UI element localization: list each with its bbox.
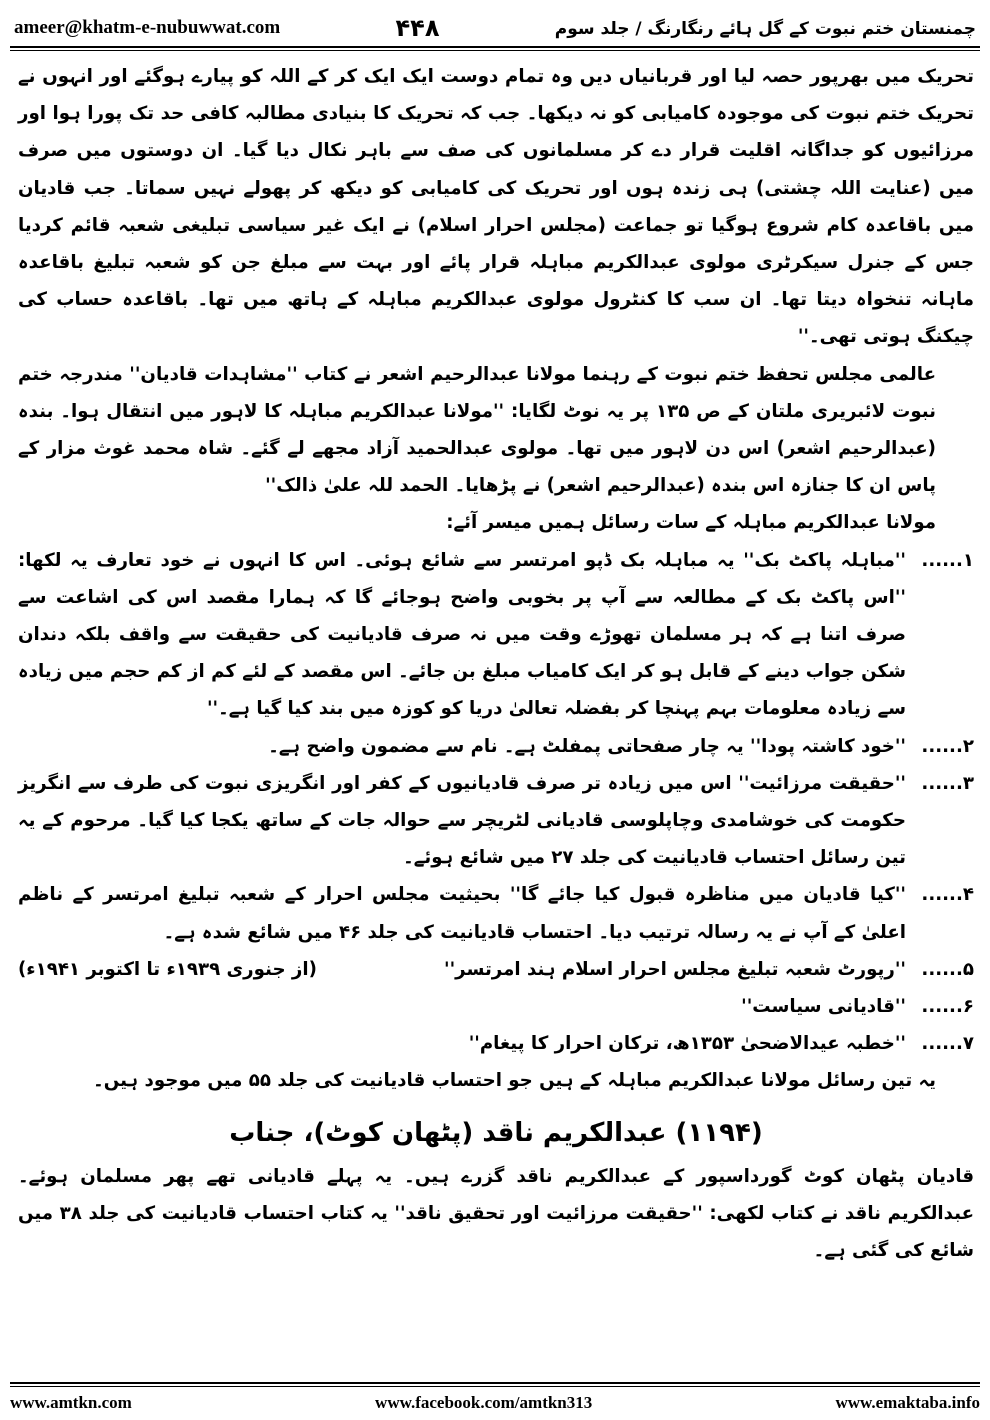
list-item-number: ۷...... (921, 1033, 974, 1055)
header-rule (10, 46, 980, 48)
list-item (18, 728, 974, 765)
list-item-text: ''مباہلہ پاکٹ بک'' یہ مباہلہ بک ڈپو امرتسر سے شائع ہوئی۔ اس کا انہوں نے خود تعارف یہ لکھا: ''اس پاکٹ بک کے مطالعہ سے آپ پر بخوبی واضح ہوجائے گا کہ ہمارا مقصد اس کی اشاعت سے صرف اتنا ہے کہ ہر مسلمان تھوڑے وقت میں نہ صرف قادیانیت کی حقیقت سے واقف بلکہ دندان شکن جواب دینے کے قابل ہو کر ایک کامیاب مبلغ بن جائے۔ اس مقصد کے لئے کم از کم حجم میں زیادہ سے زیادہ معلومات بہم پہنچا کر بفضلہ تعالیٰ دریا کو کوزہ میں بند کیا گیا ہے۔'' (18, 549, 906, 720)
list-item (18, 765, 974, 877)
footer-link-right[interactable]: www.emaktaba.info (835, 1393, 980, 1412)
list-item-text: ''خطبہ عیدالاضحیٰ ۱۳۵۳ھ، ترکان احرار کا پیغام'' (468, 1033, 906, 1055)
list-item-row (18, 951, 906, 988)
list-item-text: ''کیا قادیان میں مناظرہ قبول کیا جائے گا'' بحیثیت مجلس احرار کے شعبہ تبلیغ امرتسر کے ناظم اعلیٰ کے آپ نے یہ رسالہ ترتیب دیا۔ احتساب قادیانیت کی جلد ۴۶ میں شائع شدہ ہے۔ (18, 884, 906, 943)
list-item-text: ''قادیانی سیاست'' (741, 996, 906, 1018)
list-item-number: ۴...... (921, 884, 974, 906)
list-item (18, 1025, 974, 1062)
section-paragraph: قادیان پٹھان کوٹ گورداسپور کے عبدالکریم ناقد گزرے ہیں۔ یہ پہلے قادیانی تھے پھر مسلمان ہوئے۔ عبدالکریم ناقد نے کتاب لکھی: ''حقیقت مرزائیت اور تحقیق ناقد'' یہ کتاب احتساب قادیانیت کی جلد ۳۸ میں شائع کی گئی ہے۔ (18, 1165, 974, 1262)
book-title: چمنستان ختم نبوت کے گل ہائے رنگارنگ / جلد سوم (554, 18, 976, 39)
page-number: ۴۴۸ (395, 14, 440, 42)
list-item (18, 988, 974, 1025)
header-rule-thin (10, 50, 980, 51)
list-item-number: ۱...... (921, 549, 974, 571)
paragraph: عالمی مجلس تحفظ ختم نبوت کے رہنما مولانا عبدالرحیم اشعر نے کتاب ''مشاہدات قادیان'' مندرجہ ختم نبوت لائبریری ملتان کے ص ۱۳۵ پر یہ نوٹ لگایا: ''مولانا عبدالکریم مباہلہ کا لاہور میں انتقال ہوا۔ بندہ (عبدالرحیم اشعر) اس دن لاہور میں تھا۔ مولوی عبدالحمید آزاد مجھے لے گئے۔ شاہ محمد غوث مزار کے پاس ان کا جنازہ اس بندہ (عبدالرحیم اشعر) نے پڑھایا۔ الحمد للہ علیٰ ذالک'' (18, 363, 936, 497)
list-item (18, 542, 974, 728)
page-footer (10, 1390, 980, 1416)
list-item-number: ۳...... (921, 772, 974, 794)
header-email: ameer@khatm-e-nubuwwat.com (14, 17, 281, 38)
footer-rule-thin (10, 1386, 980, 1387)
footer-link-left[interactable]: www.amtkn.com (10, 1393, 132, 1412)
list-item-number: ۶...... (921, 996, 974, 1018)
section-heading: (۱۱۹۴) عبدالکریم ناقد (پٹھان کوٹ)، جناب (229, 1117, 763, 1148)
footer-rule (10, 1382, 980, 1384)
list-item (18, 951, 974, 988)
list-item-text: ''حقیقت مرزائیت'' اس میں زیادہ تر صرف قادیانیوں کے کفر اور انگریزی نبوت کی طرف سے انگریز حکومت کی خوشامدی وچاپلوسی قادیانی لٹریچر سے حوالہ جات کے ساتھ یکجا کیا گیا۔ مرحوم کے یہ تین رسائل احتساب قادیانیت کی جلد ۲۷ میں شائع ہوئے۔ (18, 772, 906, 869)
paragraph: تحریک میں بھرپور حصہ لیا اور قربانیاں دیں وہ تمام دوست ایک ایک کر کے اللہ کو پیارے ہوگئے اور انہوں نے تحریک ختم نبوت کی موجودہ کامیابی کو نہ دیکھا۔ جب کہ تحریک کا بنیادی مطالبہ کافی حد تک پورا ہوا اور مرزائیوں کو جداگانہ اقلیت قرار دے کر مسلمانوں کی صف سے باہر نکال دیا گیا۔ ان دوستوں میں صرف میں (عنایت اللہ چشتی) ہی زندہ ہوں اور تحریک کی کامیابی کو دیکھ کر پھولے نہیں سماتا۔ جب قادیان میں باقاعدہ کام شروع ہوگیا تو جماعت (مجلس احرار اسلام) نے ایک غیر سیاسی تبلیغی شعبہ قائم کردیا جس کے جنرل سیکرٹری مولوی عبدالکریم مباہلہ قرار پائے اور بہت سے مبلغ جن کو شعبہ تبلیغ باقاعدہ ماہانہ تنخواہ دیتا تھا۔ ان سب کا کنٹرول مولوی عبدالکریم مباہلہ کے ہاتھ میں تھا۔ باقاعدہ حساب کی چیکنگ ہوتی تھی۔'' (18, 66, 974, 348)
footer-link-center[interactable]: www.facebook.com/amtkn313 (375, 1393, 593, 1412)
list-item-text: ''خود کاشتہ پودا'' یہ چار صفحاتی پمفلٹ ہے۔ نام سے مضمون واضح ہے۔ (268, 735, 906, 757)
list-item (18, 876, 974, 950)
list-item-number: ۲...... (921, 735, 974, 757)
page-header (14, 8, 976, 48)
list-item-text: ''رپورٹ شعبہ تبلیغ مجلس احرار اسلام ہند امرتسر'' (444, 958, 906, 980)
list-item-number: ۵...... (921, 958, 974, 980)
intro-line: مولانا عبدالکریم مباہلہ کے سات رسائل ہمیں میسر آئے: (446, 512, 936, 534)
list-item-note: (از جنوری ۱۹۳۹ء تا اکتوبر ۱۹۴۱ء) (18, 958, 317, 980)
page-body (18, 58, 974, 1269)
summary-line: یہ تین رسائل مولانا عبدالکریم مباہلہ کے ہیں جو احتساب قادیانیت کی جلد ۵۵ میں موجود ہیں۔ (93, 1070, 936, 1092)
